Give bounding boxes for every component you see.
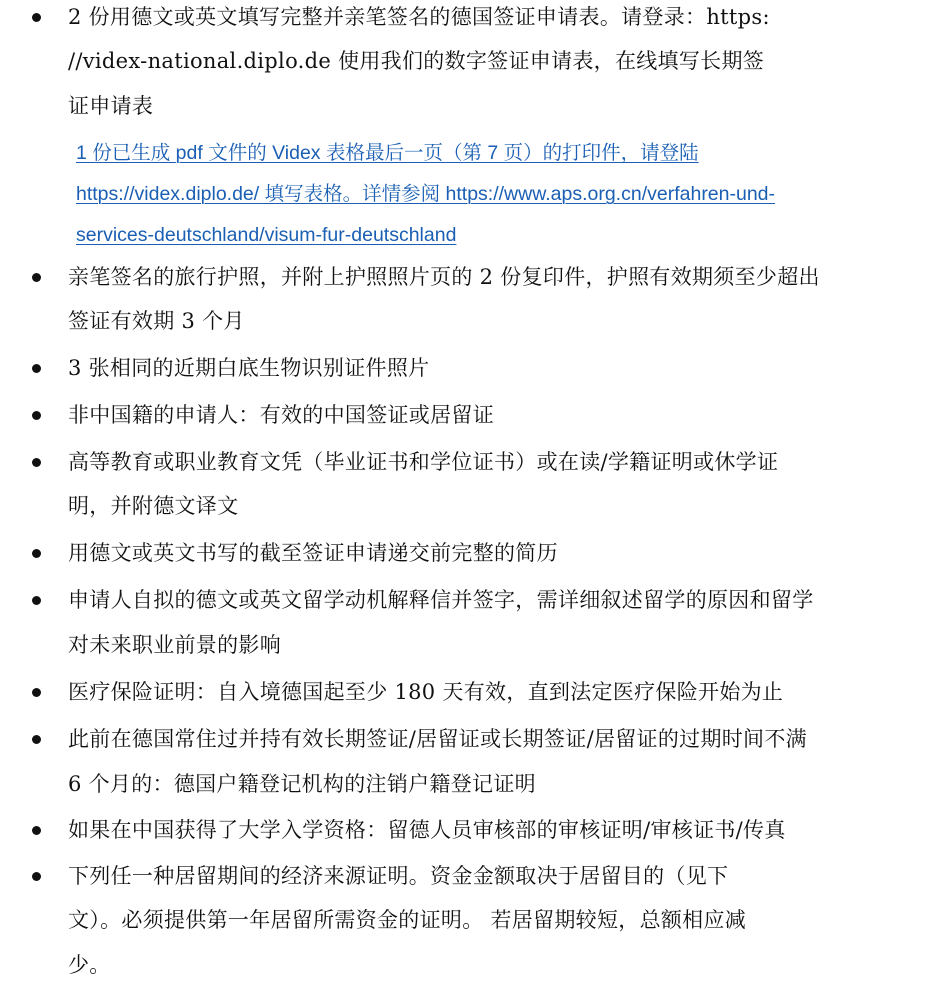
item-text-line: 文）。必须提供第一年居留所需资金的证明。 若居留期较短，总额相应减 <box>68 908 747 932</box>
bullet-icon <box>32 411 41 420</box>
item-text-line: 申请人自拟的德文或英文留学动机解释信并签字，需详细叙述留学的原因和留学 <box>68 588 814 612</box>
videx-link-line[interactable]: https://videx.diplo.de/ 填写表格。详情参阅 https://www.aps.org.cn/verfahren-und- <box>76 183 776 205</box>
item-text-line: //videx-national.diplo.de 使用我们的数字签证申请表，在线填写长期签 <box>68 49 765 73</box>
item-text-line: 此前在德国常住过并持有效长期签证/居留证或长期签证/居留证的过期时间不满 <box>68 727 807 751</box>
videx-link-line[interactable]: 1 份已生成 pdf 文件的 Videx 表格最后一页（第 7 页）的打印件，请登陆 <box>76 142 699 164</box>
item-text-line: 亲笔签名的旅行护照，并附上护照照片页的 2 份复印件，护照有效期须至少超出 <box>68 265 820 289</box>
item-text-line: 医疗保险证明：自入境德国起至少 180 天有效，直到法定医疗保险开始为止 <box>68 680 784 704</box>
bullet-icon <box>32 458 41 467</box>
item-text-line: 用德文或英文书写的截至签证申请递交前完整的简历 <box>68 541 558 565</box>
bullet-icon <box>32 596 41 605</box>
bullet-icon <box>32 872 41 881</box>
item-text-line: 证申请表 <box>68 94 154 118</box>
item-text-line: 6 个月的：德国户籍登记机构的注销户籍登记证明 <box>68 772 536 796</box>
bullet-icon <box>32 688 41 697</box>
item-text-line: 对未来职业前景的影响 <box>68 633 281 657</box>
item-text-line: 高等教育或职业教育文凭（毕业证书和学位证书）或在读/学籍证明或休学证 <box>68 450 779 474</box>
item-text-line: 下列任一种居留期间的经济来源证明。资金金额取决于居留目的（见下 <box>68 864 729 888</box>
bullet-icon <box>32 273 41 282</box>
bullet-icon <box>32 13 41 22</box>
item-text-line: 明，并附德文译文 <box>68 494 239 518</box>
item-text-line: 如果在中国获得了大学入学资格：留德人员审核部的审核证明/审核证书/传真 <box>68 818 786 842</box>
item-text-line: 2 份用德文或英文填写完整并亲笔签名的德国签证申请表。请登录：https: <box>68 5 770 29</box>
aps-link-line[interactable]: services-deutschland/visum-fur-deutschland <box>76 224 457 246</box>
bullet-icon <box>32 549 41 558</box>
item-text-line: 少。 <box>68 953 111 977</box>
bullet-icon <box>32 826 41 835</box>
bullet-icon <box>32 364 41 373</box>
item-text-line: 非中国籍的申请人：有效的中国签证或居留证 <box>68 403 494 427</box>
bullet-icon <box>32 735 41 744</box>
item-text-line: 签证有效期 3 个月 <box>68 309 245 333</box>
item-text-line: 3 张相同的近期白底生物识别证件照片 <box>68 356 430 380</box>
